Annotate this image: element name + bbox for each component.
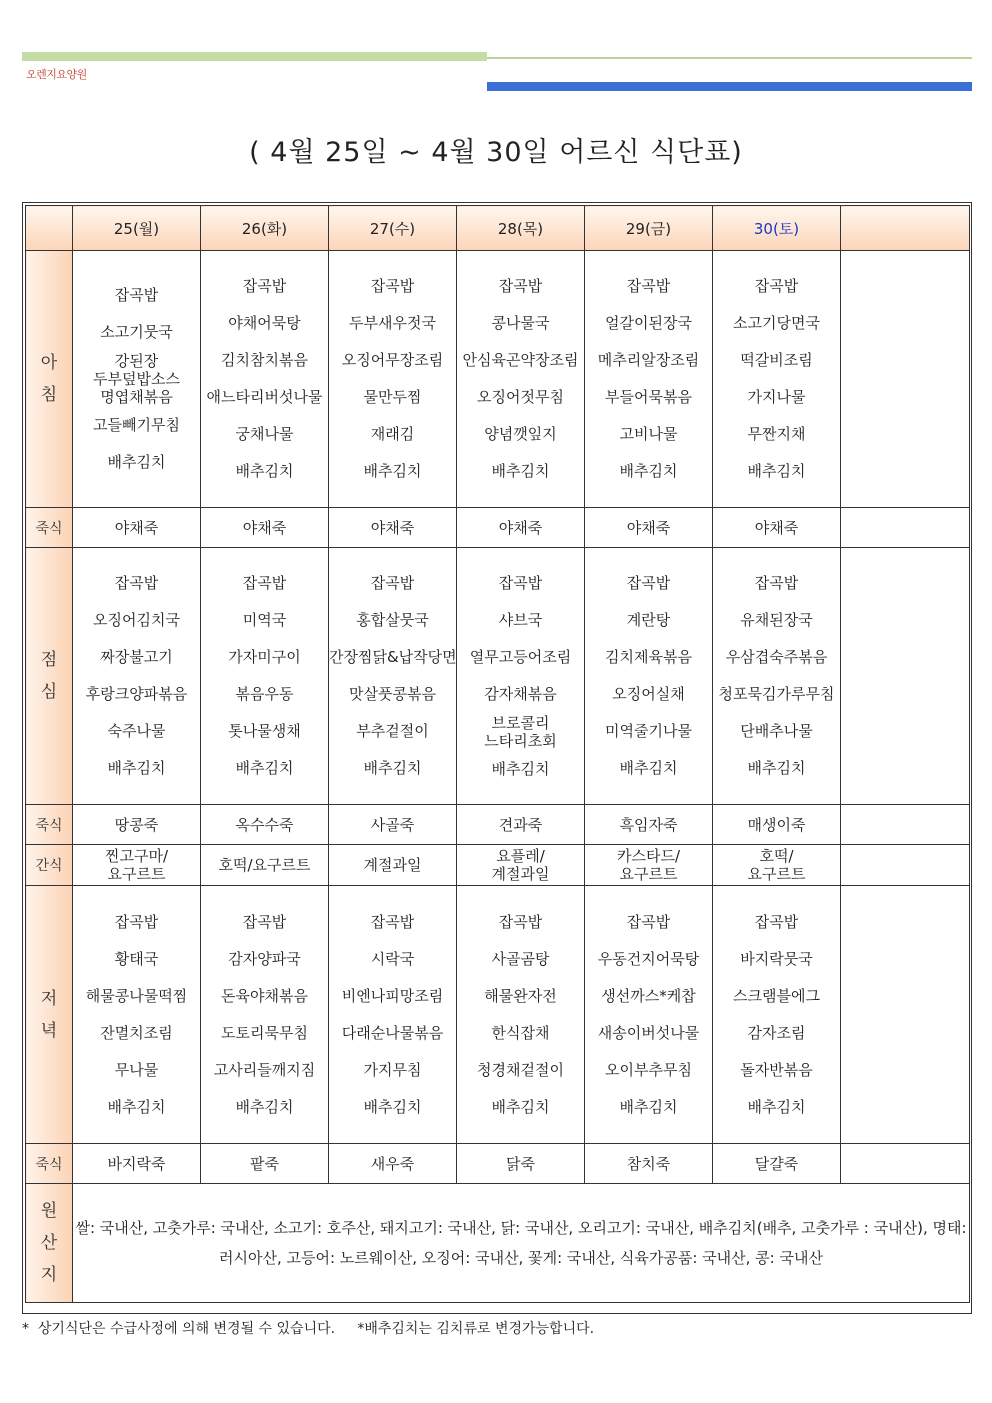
menu-item: 미역줄기나물 (605, 722, 692, 740)
menu-item: 우삼겹숙주볶음 (725, 648, 828, 666)
menu-item: 가자미구이 (228, 648, 301, 666)
menu-item: 배추김치 (363, 1097, 422, 1116)
menu-item: 스크램블에그 (733, 986, 820, 1005)
menu-item: 유채된장국 (740, 611, 813, 629)
menu-item: 생선까스*케찹 (601, 986, 696, 1005)
porridge-cell: 참치죽 (585, 1144, 713, 1184)
menu-item: 잡곡밥 (498, 573, 543, 592)
menu-table (25, 205, 970, 1303)
menu-item: 무나물 (114, 1060, 159, 1079)
snack-cell: 요플레/ 계절과일 (457, 845, 585, 886)
menu-cell (585, 548, 713, 805)
day-header (841, 206, 970, 251)
menu-item: 우동건지어묵탕 (597, 949, 700, 968)
porridge-label: 죽식 (26, 1144, 73, 1184)
menu-item: 배추김치 (747, 759, 806, 777)
menu-cell (201, 251, 329, 508)
menu-cell (713, 548, 841, 805)
menu-item: 배추김치 (363, 462, 422, 480)
porridge-cell: 땅콩죽 (73, 805, 201, 845)
menu-item: 잡곡밥 (114, 286, 159, 304)
menu-cell (457, 251, 585, 508)
menu-item: 브로콜리 느타리초회 (484, 713, 557, 750)
porridge-cell: 바지락죽 (73, 1144, 201, 1184)
origin-text: 쌀: 국내산, 고춧가루: 국내산, 소고기: 호주산, 돼지고기: 국내산, 닭: 국내산, 오리고기: 국내산, 배추김치(배추, 고춧가루 : 국내산), 명태: 러시아산, 고등어: 노르웨이산, 오징어: 국내산, 꽃게: 국내산, 식육가공품: 국내산, 콩: 국내산 (73, 1184, 970, 1303)
menu-item: 잡곡밥 (242, 912, 287, 931)
menu-item: 가지무침 (363, 1060, 422, 1079)
menu-item: 배추김치 (107, 1097, 166, 1116)
menu-cell (585, 251, 713, 508)
snack-cell: 카스타드/ 요구르트 (585, 845, 713, 886)
menu-item: 안심육곤약장조림 (462, 351, 579, 369)
header-blue-bar (487, 82, 972, 91)
dinner-row (26, 886, 970, 1144)
menu-cell (713, 251, 841, 508)
menu-item: 후랑크양파볶음 (85, 685, 188, 703)
porridge-cell (841, 508, 970, 548)
footnote: * 상기식단은 수급사정에 의해 변경될 수 있습니다. *배추김치는 김치류로 변경가능합니다. (22, 1321, 595, 1337)
menu-item: 고비나물 (619, 425, 678, 443)
porridge-cell: 옥수수죽 (201, 805, 329, 845)
porridge-cell: 팥죽 (201, 1144, 329, 1184)
menu-cell (201, 886, 329, 1144)
snack-row (26, 845, 970, 886)
menu-cell (329, 251, 457, 508)
day-header: 25(월) (73, 206, 201, 251)
menu-item: 배추김치 (235, 759, 294, 777)
day-header: 27(수) (329, 206, 457, 251)
menu-cell (329, 548, 457, 805)
menu-item: 돈육야채볶음 (221, 986, 308, 1005)
menu-item: 단배추나물 (740, 722, 813, 740)
menu-item: 감자채볶음 (484, 684, 557, 703)
menu-item: 시락국 (370, 949, 415, 968)
day-header: 26(화) (201, 206, 329, 251)
menu-item: 톳나물생채 (228, 722, 301, 740)
porridge-am-row (26, 508, 970, 548)
menu-item: 청포묵김가루무침 (718, 685, 835, 703)
label-char: 아 (40, 353, 58, 373)
menu-item: 잡곡밥 (370, 574, 415, 592)
menu-item: 배추김치 (491, 1097, 550, 1116)
label-char: 심 (40, 682, 58, 702)
menu-item: 감자양파국 (228, 949, 301, 968)
dinner-label (26, 886, 73, 1144)
day-header: 29(금) (585, 206, 713, 251)
menu-item: 메추리알장조림 (597, 351, 700, 369)
menu-cell (841, 548, 970, 805)
menu-item: 사골곰탕 (491, 949, 550, 968)
menu-item: 오징어실채 (612, 685, 685, 703)
menu-item: 재래김 (370, 425, 415, 443)
menu-cell (201, 548, 329, 805)
porridge-cell (841, 1144, 970, 1184)
porridge-label: 죽식 (26, 805, 73, 845)
porridge-eve-row (26, 1144, 970, 1184)
menu-item: 김치참치볶음 (221, 351, 308, 369)
menu-cell (73, 886, 201, 1144)
menu-item: 볶음우동 (235, 685, 294, 703)
menu-item: 궁채나물 (235, 425, 294, 443)
menu-item: 떡갈비조림 (740, 351, 813, 369)
snack-cell: 호떡/요구르트 (201, 845, 329, 886)
porridge-cell: 흑임자죽 (585, 805, 713, 845)
menu-item: 잡곡밥 (754, 912, 799, 931)
menu-item: 부들어묵볶음 (605, 388, 692, 406)
menu-item: 배추김치 (363, 759, 422, 777)
porridge-cell: 야채죽 (585, 508, 713, 548)
menu-item: 다래순나물볶음 (341, 1023, 444, 1042)
page-title: ( 4월 25일 ~ 4월 30일 어르신 식단표) (249, 137, 743, 168)
porridge-cell: 야채죽 (329, 508, 457, 548)
menu-item: 배추김치 (619, 462, 678, 480)
menu-item: 배추김치 (619, 1097, 678, 1116)
label-char: 녁 (40, 1020, 58, 1041)
menu-item: 간장찜닭&납작당면 (329, 648, 457, 666)
corner-cell (26, 206, 73, 251)
day-header: 28(목) (457, 206, 585, 251)
label-char: 원 (40, 1201, 58, 1221)
menu-cell (73, 548, 201, 805)
menu-item: 한식잡채 (491, 1023, 550, 1042)
menu-item: 열무고등어조림 (469, 647, 572, 666)
menu-item: 오징어김치국 (93, 611, 180, 629)
menu-cell (457, 548, 585, 805)
menu-item: 도토리묵무침 (221, 1023, 308, 1042)
menu-cell (713, 886, 841, 1144)
menu-item: 잡곡밥 (114, 574, 159, 592)
label-char: 침 (40, 385, 58, 405)
menu-item: 비엔나피망조림 (341, 986, 444, 1005)
menu-item: 물만두찜 (363, 388, 422, 406)
menu-item: 잡곡밥 (626, 912, 671, 931)
menu-item: 숙주나물 (107, 722, 166, 740)
porridge-cell: 닭죽 (457, 1144, 585, 1184)
header-green-bar (22, 52, 487, 61)
breakfast-row (26, 251, 970, 508)
menu-item: 무짠지채 (747, 425, 806, 443)
menu-item: 배추김치 (747, 462, 806, 480)
menu-item: 배추김치 (235, 1097, 294, 1116)
label-char: 저 (40, 988, 58, 1009)
menu-item: 잡곡밥 (498, 277, 543, 295)
menu-item: 배추김치 (107, 453, 166, 471)
menu-item: 돌자반볶음 (740, 1060, 813, 1079)
snack-cell (841, 845, 970, 886)
origin-label (26, 1184, 73, 1303)
menu-item: 배추김치 (107, 759, 166, 777)
menu-item: 바지락뭇국 (740, 949, 813, 968)
breakfast-label (26, 251, 73, 508)
menu-item: 배추김치 (491, 759, 550, 778)
porridge-cell: 야채죽 (457, 508, 585, 548)
porridge-cell (841, 805, 970, 845)
snack-cell: 계절과일 (329, 845, 457, 886)
menu-item: 소고기당면국 (733, 314, 820, 332)
menu-item: 강된장 두부덮밥소스 명엽채볶음 (93, 352, 180, 406)
label-char: 점 (40, 650, 58, 670)
menu-item: 오징어젓무침 (477, 388, 564, 406)
menu-item: 미역국 (242, 611, 287, 629)
menu-item: 계란탕 (626, 611, 671, 629)
porridge-cell: 견과죽 (457, 805, 585, 845)
menu-item: 짜장불고기 (100, 648, 173, 666)
porridge-cell: 야채죽 (73, 508, 201, 548)
menu-item: 잡곡밥 (498, 912, 543, 931)
menu-item: 얼갈이된장국 (605, 314, 692, 332)
menu-item: 잡곡밥 (626, 277, 671, 295)
menu-item: 두부새우젓국 (349, 314, 436, 332)
header-thin-line (487, 57, 972, 59)
menu-item: 배추김치 (491, 462, 550, 480)
menu-cell (841, 251, 970, 508)
menu-item: 오징어무장조림 (341, 351, 444, 369)
menu-cell (457, 886, 585, 1144)
menu-item: 잡곡밥 (242, 574, 287, 592)
lunch-row (26, 548, 970, 805)
day-header-row (26, 206, 970, 251)
menu-item: 김치제육볶음 (605, 648, 692, 666)
menu-item: 배추김치 (747, 1097, 806, 1116)
porridge-cell: 새우죽 (329, 1144, 457, 1184)
snack-cell: 찐고구마/ 요구르트 (73, 845, 201, 886)
menu-item: 청경채겉절이 (477, 1060, 564, 1079)
menu-item: 애느타리버섯나물 (206, 388, 323, 406)
menu-item: 고들빼기무침 (93, 416, 180, 434)
label-char: 지 (40, 1265, 58, 1285)
menu-item: 홍합살뭇국 (356, 611, 429, 629)
menu-item: 소고기뭇국 (100, 323, 173, 341)
lunch-label (26, 548, 73, 805)
menu-item: 오이부추무침 (605, 1060, 692, 1079)
porridge-label: 죽식 (26, 508, 73, 548)
menu-item: 부추겉절이 (356, 722, 429, 740)
porridge-cell: 사골죽 (329, 805, 457, 845)
menu-item: 콩나물국 (491, 314, 550, 332)
menu-item: 잡곡밥 (370, 277, 415, 295)
menu-cell (329, 886, 457, 1144)
menu-item: 잡곡밥 (754, 574, 799, 592)
menu-item: 양념깻잎지 (484, 425, 557, 443)
menu-item: 가지나물 (747, 388, 806, 406)
menu-cell (585, 886, 713, 1144)
porridge-cell: 야채죽 (713, 508, 841, 548)
org-name: 오렌지요양원 (26, 68, 87, 81)
menu-item: 잡곡밥 (370, 912, 415, 931)
snack-label: 간식 (26, 845, 73, 886)
menu-item: 샤브국 (498, 610, 543, 629)
menu-item: 배추김치 (619, 759, 678, 777)
label-char: 산 (40, 1233, 58, 1253)
menu-item: 잡곡밥 (114, 912, 159, 931)
menu-item: 황태국 (114, 949, 159, 968)
menu-item: 맛살풋콩볶음 (349, 685, 436, 703)
porridge-cell: 매생이죽 (713, 805, 841, 845)
menu-item: 감자조림 (747, 1023, 806, 1042)
menu-item: 고사리들깨지짐 (213, 1060, 316, 1079)
porridge-cell: 달걀죽 (713, 1144, 841, 1184)
day-header-saturday: 30(토) (713, 206, 841, 251)
menu-item: 해물콩나물떡찜 (85, 986, 188, 1005)
menu-item: 배추김치 (235, 462, 294, 480)
menu-item: 해물완자전 (484, 986, 557, 1005)
origin-row (26, 1184, 970, 1303)
snack-cell: 호떡/ 요구르트 (713, 845, 841, 886)
menu-cell (73, 251, 201, 508)
menu-item: 잡곡밥 (626, 574, 671, 592)
menu-item: 잔멸치조림 (100, 1023, 173, 1042)
menu-item: 야채어묵탕 (228, 314, 301, 332)
porridge-pm-row (26, 805, 970, 845)
porridge-cell: 야채죽 (201, 508, 329, 548)
menu-item: 새송이버섯나물 (597, 1023, 700, 1042)
menu-cell (841, 886, 970, 1144)
menu-item: 잡곡밥 (242, 277, 287, 295)
menu-item: 잡곡밥 (754, 277, 799, 295)
